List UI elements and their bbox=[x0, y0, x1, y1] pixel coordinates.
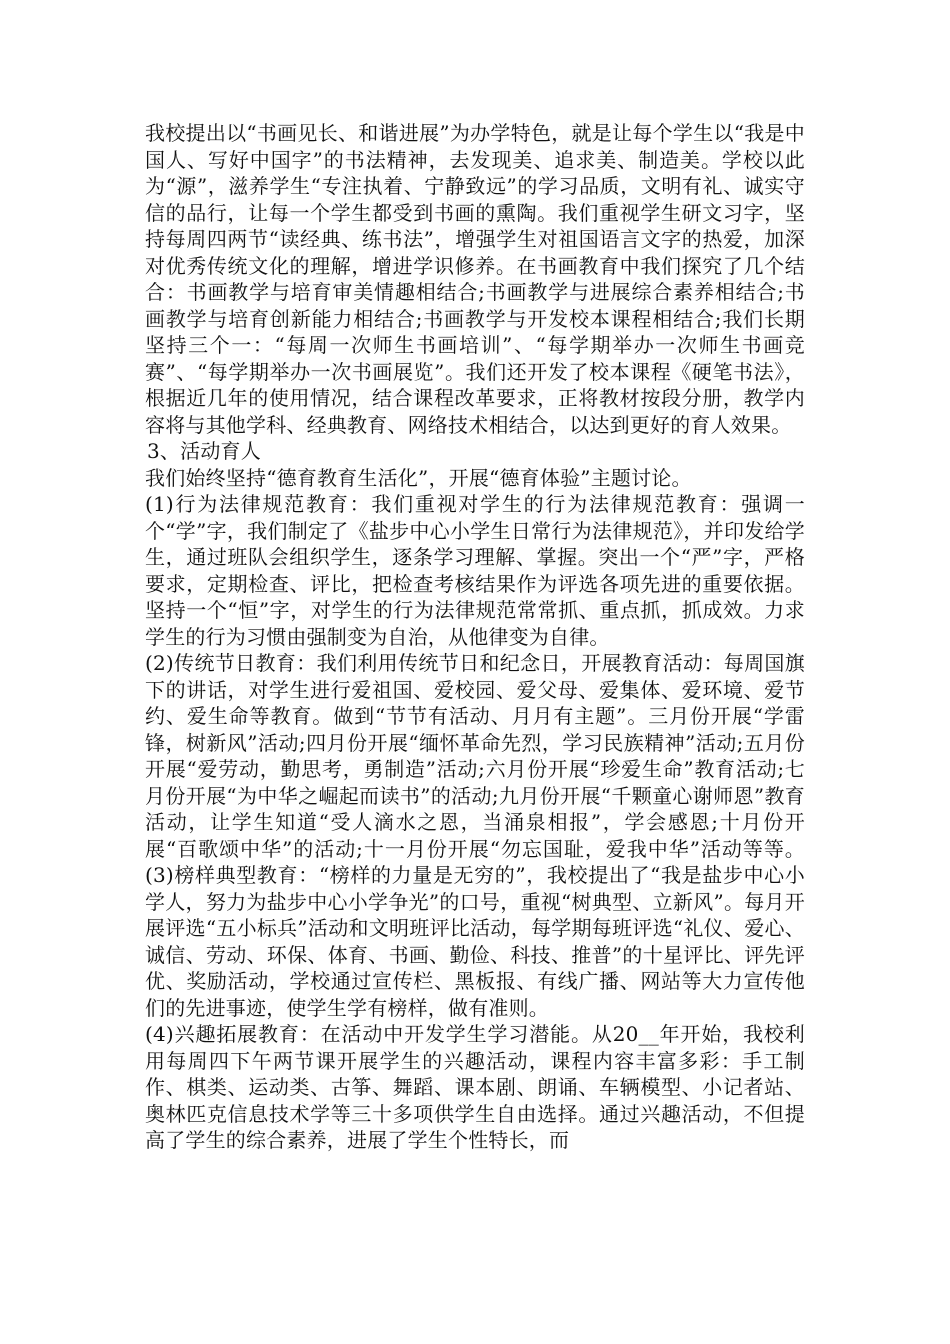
paragraph-moral-education: 我们始终坚持“德育教育生活化”，开展“德育体验”主题讨论。 bbox=[145, 465, 692, 490]
paragraph-interest-activities: (4)兴趣拓展教育：在活动中开发学生学习潜能。从20__年开始，我校利用每周四下午两节课开展学生的兴趣活动，课程内容丰富多彩：手工制作、棋类、运动类、古筝、舞蹈、课本剧、朗诵、车辆模型、小记者站、奥林匹克信息技术学等三十多项供学生自由选择。通过兴趣活动，不但提高了学生的综合素养，进展了学生个性特长，而 bbox=[145, 1022, 805, 1152]
paragraph-traditional-festivals: (2)传统节日教育：我们利用传统节日和纪念日，开展教育活动：每周国旗下的讲话，对学生进行爱祖国、爱校园、爱父母、爱集体、爱环境、爱节约、爱生命等教育。做到“节节有活动、月月有主题”。三月份开展“学雷锋，树新风”活动;四月份开展“缅怀革命先烈，学习民族精神”活动;五月份开展“爱劳动，勤思考，勇制造”活动;六月份开展“珍爱生命”教育活动;七月份开展“为中华之崛起而读书”的活动;九月份开展“千颗童心谢师恩”教育活动，让学生知道“受人滴水之恩，当涌泉相报”，学会感恩;十月份开展“百歌颂中华”的活动;十一月份开展“勿忘国耻，爱我中华”活动等等。 (3)榜样典型教育：“榜样的力量是无穷的”，我校提出了“我是盐步中心小学人，努力为盐步中心小学争光”的口号，重视“树典型、立新风”。每月开展评选“五小标兵”活动和文明班评比活动，每学期每班评选“礼仪、爱心、诚信、劳动、环保、体育、书画、勤俭、科技、推普”的十星评比、评先评优、奖励活动，学校通过宣传栏、黑板报、有线广播、网站等大力宣传他们的先进事迹，使学生学有榜样，做有准则。 bbox=[145, 651, 805, 1020]
paragraph-calligraphy: 我校提出以“书画见长、和谐进展”为办学特色，就是让每个学生以“我是中国人、写好中国字”的书法精神，去发现美、追求美、制造美。学校以此为“源”，滋养学生“专注执着、宁静致远”的学习品质，文明有礼、诚实守信的品行，让每一个学生都受到书画的熏陶。我们重视学生研文习字，坚持每周四两节“读经典、练书法”，增强学生对祖国语言文字的热爱，加深对优秀传统文化的理解，增进学识修养。在书画教育中我们探究了几个结合：书画教学与培育审美情趣相结合;书画教学与进展综合素养相结合;书画教学与培育创新能力相结合;书画教学与开发校本课程相结合;我们长期坚持三个一：“每周一次师生书画培训”、“每学期举办一次师生书画竞赛”、“每学期举办一次书画展览”。我们还开发了校本课程《硬笔书法》，根据近几年的使用情况，结合课程改革要求，正将教材按段分册，教学内容将与其他学科、经典教育、网络技术相结合，以达到更好的育人效果。 bbox=[145, 121, 805, 437]
paragraph-behavior-norms: (1)行为法律规范教育：我们重视对学生的行为法律规范教育：强调一个“学”字，我们制定了《盐步中心小学生日常行为法律规范》，并印发给学生，通过班队会组织学生，逐条学习理解、掌握。突出一个“严”字，严格要求，定期检查、评比，把检查考核结果作为评选各项先进的重要依据。坚持一个“恒”字，对学生的行为法律规范常常抓、重点抓，抓成效。力求学生的行为习惯由强制变为自治，从他律变为自律。 bbox=[145, 492, 805, 649]
document-page bbox=[145, 120, 805, 1154]
section-heading-activity-education: 3、活动育人 bbox=[147, 439, 261, 463]
